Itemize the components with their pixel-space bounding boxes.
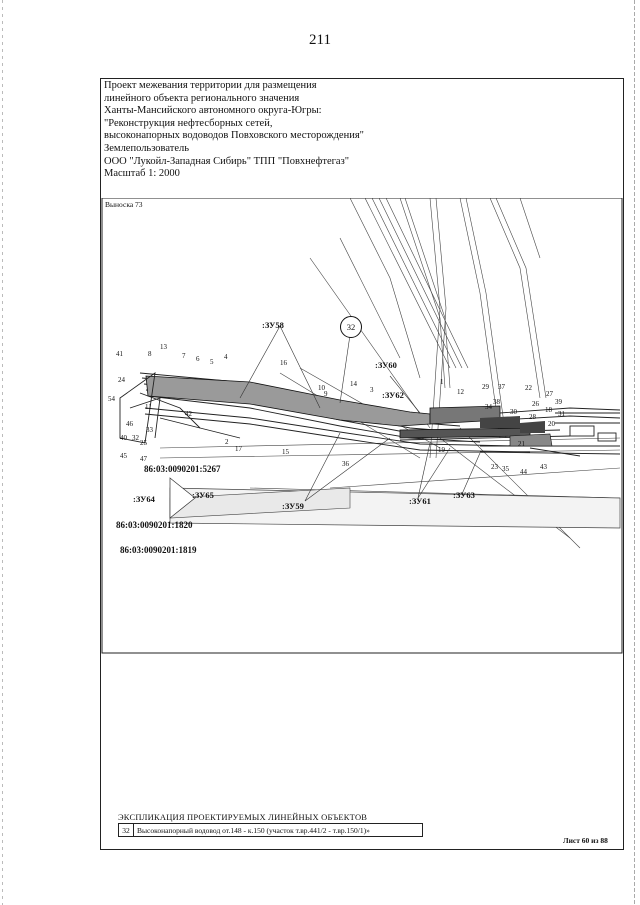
scan-edge-right (634, 0, 635, 905)
point-number: 16 (280, 359, 287, 367)
point-number: 40 (120, 434, 127, 442)
zone-label: :ЗУ64 (133, 494, 155, 504)
point-number: 39 (555, 398, 562, 406)
point-number: 9 (324, 390, 328, 398)
point-number: 33 (146, 426, 153, 434)
zone-label: :ЗУ58 (262, 320, 284, 330)
scan-edge-left (2, 0, 3, 905)
point-number: 32 (132, 434, 139, 442)
point-number: 7 (182, 352, 186, 360)
point-number: 10 (318, 384, 325, 392)
title-line: "Реконструкция нефтесборных сетей, (104, 117, 273, 129)
point-number: 38 (493, 398, 500, 406)
point-number: 12 (457, 388, 464, 396)
point-number: 19 (438, 446, 445, 454)
title-line: Ханты-Мансийского автономного округа-Югры: (104, 105, 322, 117)
point-number: 44 (520, 468, 527, 476)
point-number: 1 (440, 378, 444, 386)
point-number: 20 (548, 420, 555, 428)
point-number: 24 (118, 376, 125, 384)
point-number: 34 (485, 403, 492, 411)
extract-label: Выноска 73 (105, 200, 143, 209)
map-graphics (100, 198, 624, 658)
zone-label: :ЗУ65 (192, 490, 214, 500)
point-number: 47 (140, 455, 147, 463)
zone-label: :ЗУ63 (453, 490, 475, 500)
legend-title: ЭКСПЛИКАЦИЯ ПРОЕКТИРУЕМЫХ ЛИНЕЙНЫХ ОБЪЕКТОВ (118, 812, 368, 822)
object-number-marker: 32 (340, 316, 362, 338)
scale-label: Масштаб 1: 2000 (104, 168, 180, 180)
zone-label: :ЗУ62 (382, 390, 404, 400)
zone-label: :ЗУ59 (282, 501, 304, 511)
point-number: 17 (235, 445, 242, 453)
title-line: линейного объекта регионального значения (104, 92, 300, 104)
land-user-label: Землепользователь (104, 142, 190, 154)
point-number: 21 (518, 440, 525, 448)
zone-label: :ЗУ60 (375, 360, 397, 370)
point-number: 26 (532, 400, 539, 408)
point-number: 15 (282, 448, 289, 456)
cadastral-number: 86:03:0090201:5267 (144, 464, 221, 474)
point-number: 31 (558, 410, 565, 418)
point-number: 30 (510, 408, 517, 416)
legend-row (118, 823, 423, 837)
point-number: 28 (529, 413, 536, 421)
point-number: 8 (148, 350, 152, 358)
title-block (104, 80, 404, 181)
point-number: 36 (342, 460, 349, 468)
point-number: 13 (160, 343, 167, 351)
point-number: 29 (482, 383, 489, 391)
point-number: 22 (525, 384, 532, 392)
point-number: 54 (108, 395, 115, 403)
point-number: 46 (126, 420, 133, 428)
title-line: высоконапорных водоводов Повховского месторождения" (104, 130, 364, 142)
point-number: 23 (491, 463, 498, 471)
zone-label: :ЗУ61 (409, 496, 431, 506)
point-number: 25 (140, 439, 147, 447)
title-line: Проект межевания территории для размещения (104, 80, 317, 91)
point-number: 41 (116, 350, 123, 358)
point-number: 5 (210, 358, 214, 366)
legend-row-number: 32 (119, 824, 134, 836)
sheet-label: Лист 60 из 88 (563, 836, 608, 845)
point-number: 37 (498, 383, 505, 391)
point-number: 14 (350, 380, 357, 388)
cadastral-number: 86:03:0090201:1819 (120, 545, 197, 555)
point-number: 18 (545, 406, 552, 414)
point-number: 6 (196, 355, 200, 363)
cadastral-number: 86:03:0090201:1820 (116, 520, 193, 530)
point-number: 27 (546, 390, 553, 398)
point-number: 2 (225, 438, 229, 446)
legend-row-text: Высоконапорный водовод от.148 - к.150 (участок т.вр.441/2 - т.вр.150/1)» (137, 826, 370, 835)
point-number: 42 (185, 410, 192, 418)
land-user-name: ООО "Лукойл-Западная Сибирь" ТПП "Повхнефтегаз" (104, 155, 350, 167)
map-drawing (100, 198, 624, 658)
point-number: 11 (145, 403, 152, 411)
point-number: 4 (224, 353, 228, 361)
point-number: 35 (502, 465, 509, 473)
point-number: 43 (540, 463, 547, 471)
point-number: 3 (370, 386, 374, 394)
page-number: 211 (309, 32, 331, 48)
point-number: 45 (120, 452, 127, 460)
